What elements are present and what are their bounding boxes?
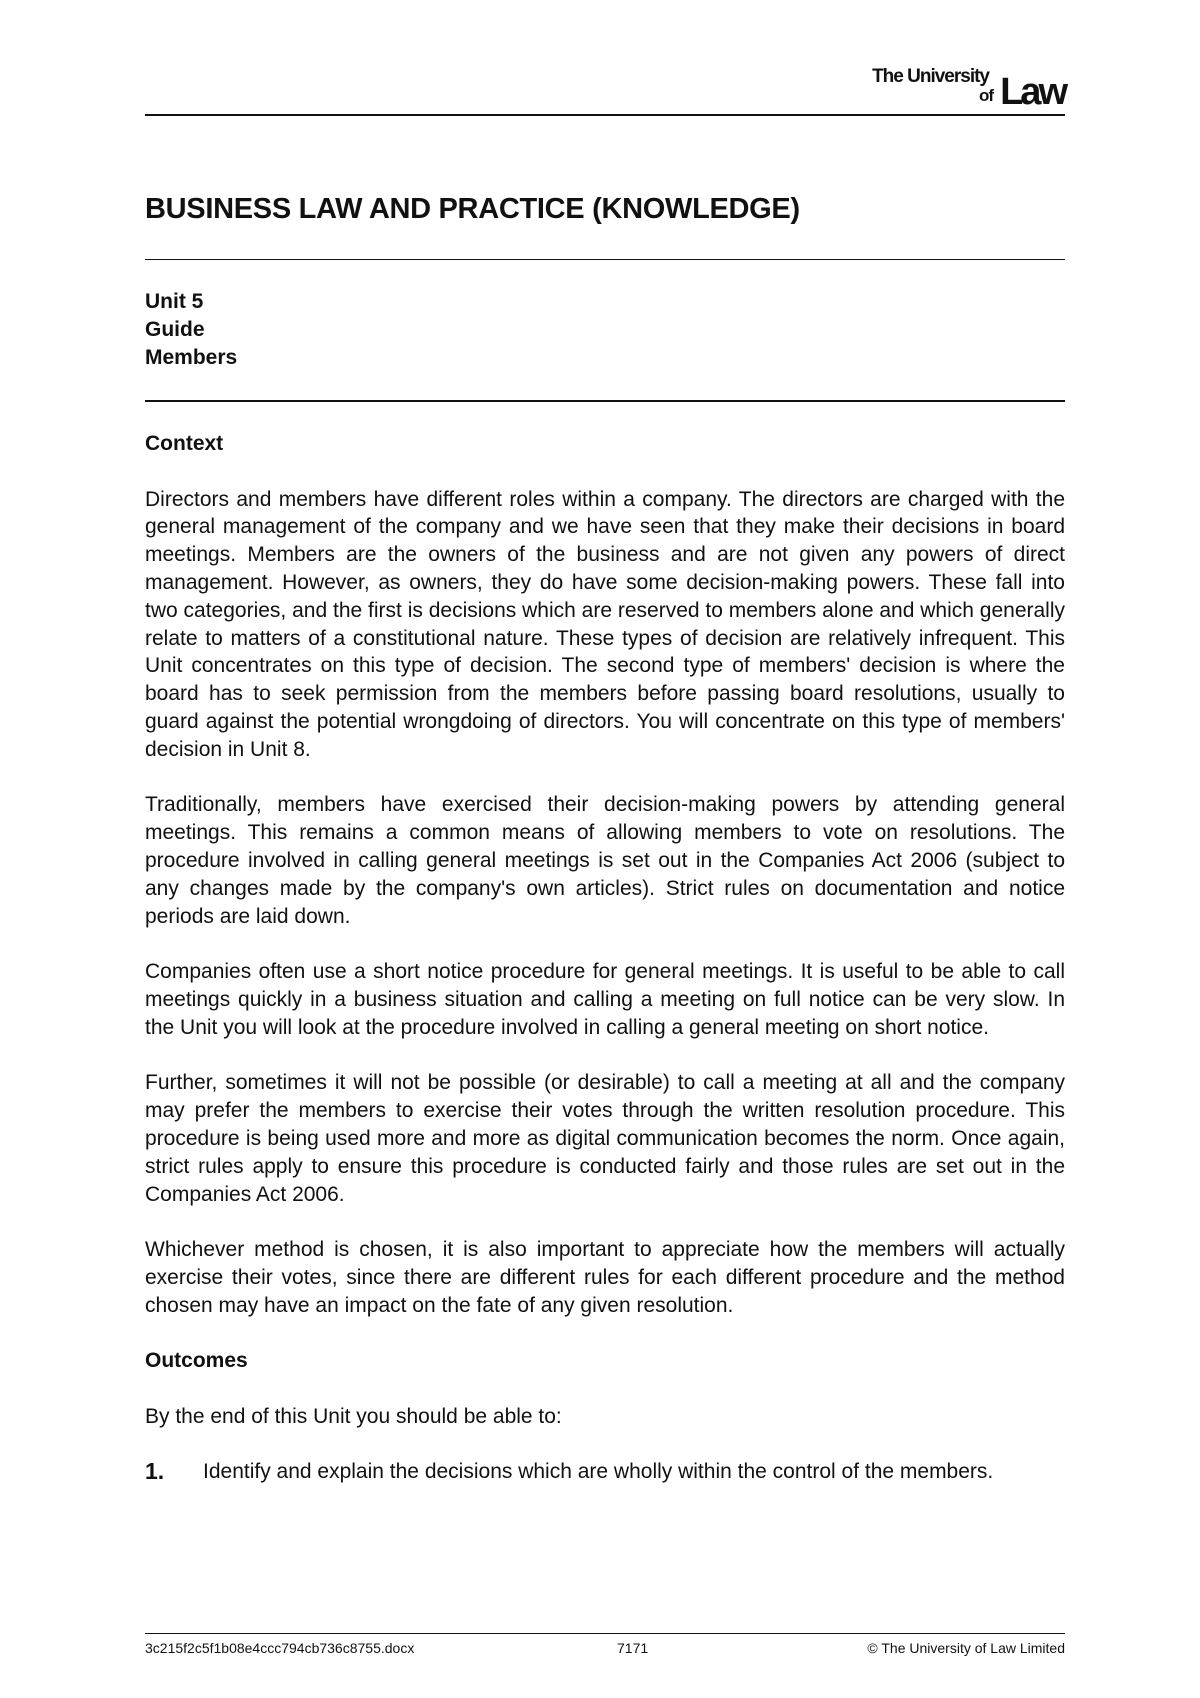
- outcomes-heading: Outcomes: [145, 1349, 248, 1373]
- university-logo: [855, 66, 1065, 113]
- unit-topic: Members: [145, 346, 238, 369]
- outcome-text: Identify and explain the decisions which are wholly within the control of the members.: [203, 1460, 994, 1484]
- unit-rule: [145, 400, 1065, 402]
- logo-line-3: Law: [1000, 71, 1065, 113]
- logo-line-1: The University: [872, 66, 989, 87]
- outcome-item: [145, 1458, 1065, 1486]
- outcomes-intro: By the end of this Unit you should be able to:: [145, 1404, 562, 1428]
- unit-info: [145, 288, 237, 372]
- context-paragraph: Further, sometimes it will not be possible (or desirable) to call a meeting at all and the company may prefer the members to exercise their votes through the written resolution procedure. This procedure is being used more and more as digital communication becomes the norm. Once again, strict rules apply to ensure this procedure is conducted fairly and those rules are set out in the Companies Act 2006.: [145, 1071, 1065, 1206]
- document-page: [145, 0, 1065, 1698]
- document-body: [145, 430, 1065, 1486]
- footer-copyright: © The University of Law Limited: [867, 1640, 1065, 1656]
- unit-type: Guide: [145, 318, 205, 341]
- context-paragraph: Directors and members have different roles within a company. The directors are charged with the general management of the company and we have seen that they make their decisions in board meetings. Members are the owners of the business and are not given any powers of direct management. However, as owners, they do have some decision-making powers. These fall into two categories, and the first is decisions which are reserved to members alone and which generally relate to matters of a constitutional nature. These types of decision are relatively infrequent. This Unit concentrates on this type of decision. The second type of members' decision is where the board has to seek permission from the members before passing board resolutions, usually to guard against the potential wrongdoing of directors. You will concentrate on this type of members' decision in Unit 8.: [145, 487, 1065, 761]
- title-rule: [145, 259, 1065, 260]
- outcome-number: 1.: [145, 1458, 165, 1485]
- footer-reference: 3c215f2c5f1b08e4ccc794cb736c8755.docx: [145, 1640, 415, 1656]
- logo-line-2: of: [978, 86, 993, 105]
- context-paragraph: Whichever method is chosen, it is also important to appreciate how the members will actually exercise their votes, since there are different rules for each different procedure and the method chosen may have an impact on the fate of any given resolution.: [145, 1238, 1065, 1317]
- header-rule: [145, 114, 1065, 116]
- document-title: BUSINESS LAW AND PRACTICE (KNOWLEDGE): [145, 193, 800, 225]
- footer-rule: [145, 1633, 1065, 1634]
- unit-number: Unit 5: [145, 290, 204, 313]
- footer-page-number: 7171: [617, 1640, 649, 1656]
- context-paragraph: Companies often use a short notice procedure for general meetings. It is useful to be able to call meetings quickly in a business situation and calling a meeting on full notice can be very slow. In the Unit you will look at the procedure involved in calling a general meeting on short notice.: [145, 960, 1065, 1039]
- context-heading: Context: [145, 432, 224, 455]
- context-paragraph: Traditionally, members have exercised their decision-making powers by attending general meetings. This remains a common means of allowing members to vote on resolutions. The procedure involved in calling general meetings is set out in the Companies Act 2006 (subject to any changes made by the company's own articles). Strict rules on documentation and notice periods are laid down.: [145, 793, 1065, 928]
